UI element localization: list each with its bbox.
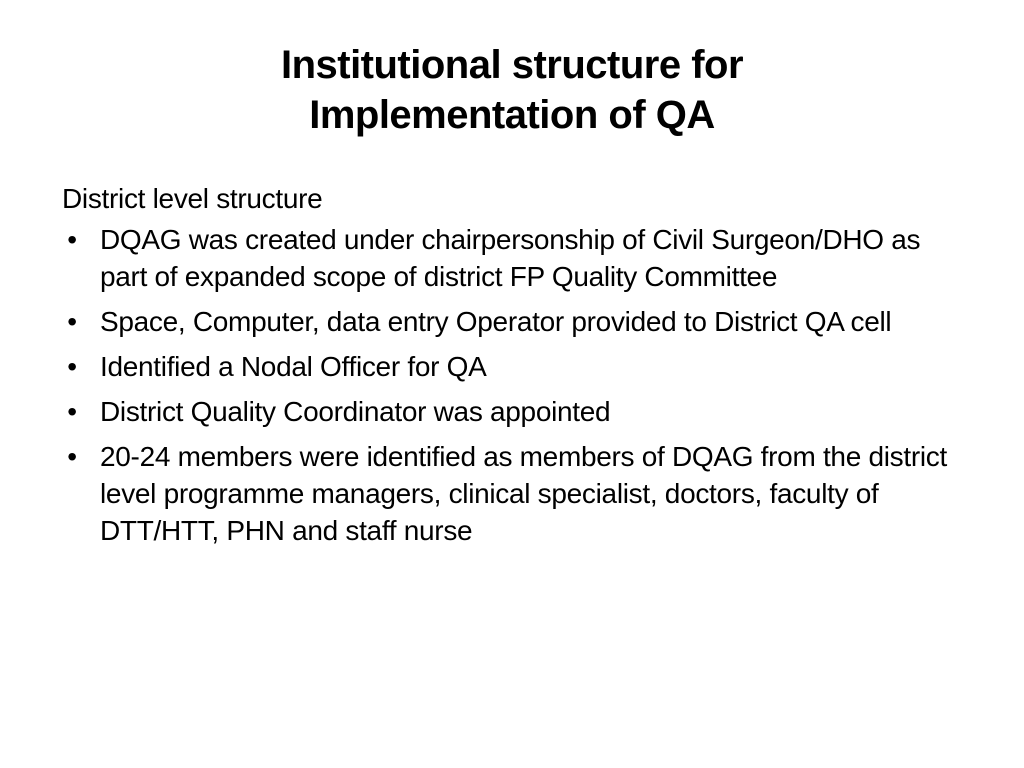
bullet-text: 20-24 members were identified as members of DQAG from the district level programme managers, clinical specialist, doctors, faculty of DTT/HTT, PHN and staff nurse — [100, 441, 947, 546]
bullet-item — [62, 393, 962, 430]
bullet-text: District Quality Coordinator was appointed — [100, 396, 611, 427]
slide-title — [60, 40, 964, 140]
bullet-text: Space, Computer, data entry Operator provided to District QA cell — [100, 306, 892, 337]
slide-body — [62, 180, 962, 557]
bullet-list — [62, 221, 962, 549]
slide-title-line-2: Implementation of QA — [309, 93, 715, 137]
section-heading: District level structure — [62, 183, 323, 214]
bullet-item — [62, 221, 962, 295]
bullet-text: Identified a Nodal Officer for QA — [100, 351, 487, 382]
bullet-item — [62, 303, 962, 340]
bullet-icon: • — [67, 306, 77, 337]
slide-title-line-1: Institutional structure for — [280, 43, 744, 87]
bullet-item — [62, 348, 962, 385]
bullet-icon: • — [67, 351, 77, 382]
bullet-icon: • — [67, 224, 77, 255]
bullet-item — [62, 438, 962, 549]
bullet-text: DQAG was created under chairpersonship of Civil Surgeon/DHO as part of expanded scope of district FP Quality Committee — [100, 224, 921, 292]
bullet-icon: • — [67, 441, 77, 472]
bullet-icon: • — [67, 396, 77, 427]
